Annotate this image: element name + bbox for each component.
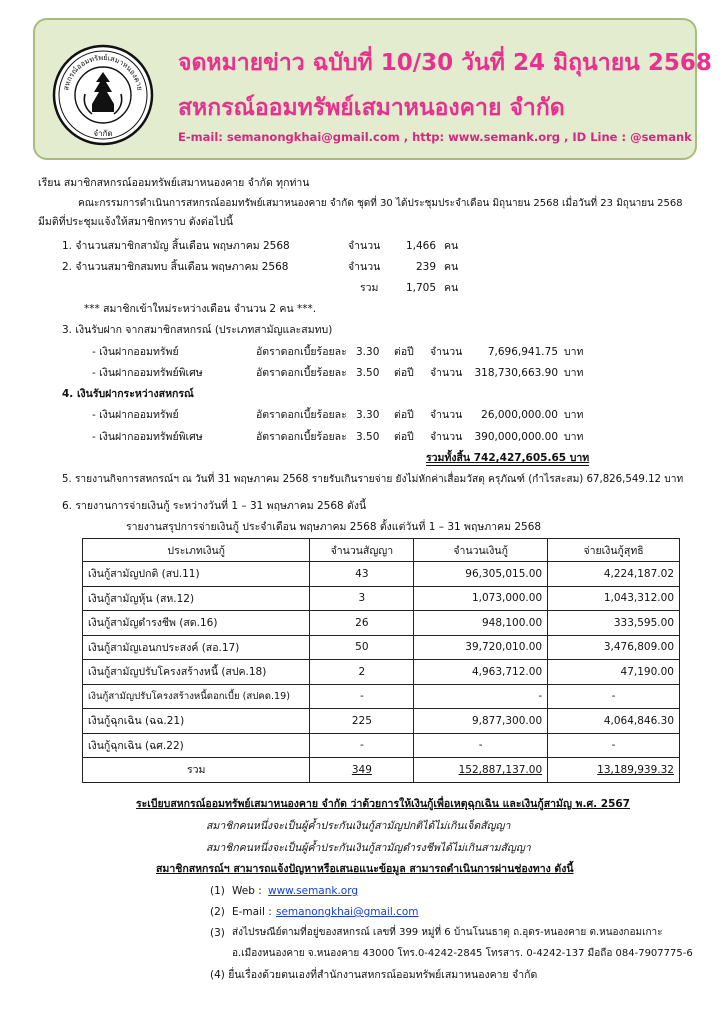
regulation-line-1: สมาชิกคนหนึ่งจะเป็นผู้ค้ำประกันเงินกู้สามัญปกติได้ไม่เกินเจ็ดสัญญา — [206, 820, 511, 832]
contract-count: 43 — [310, 562, 414, 587]
loan-amount: 1,073,000.00 — [414, 586, 548, 611]
contract-count: 225 — [310, 709, 414, 734]
coop-deposit-row-type: - เงินฝากออมทรัพย์พิเศษ — [92, 431, 203, 443]
loan-table-caption: รายงานสรุปการจ่ายเงินกู้ ประจำเดือน พฤษภาคม 2568 ตั้งแต่วันที่ 1 – 31 พฤษภาคม 2568 — [126, 521, 542, 533]
loan-amount: 4,963,712.00 — [414, 660, 548, 685]
channel-number: (2) — [210, 906, 225, 918]
net-disbursed: 4,064,846.30 — [548, 709, 680, 734]
deposit-row-rate: 3.50 — [356, 367, 380, 379]
deposit-row-per: ต่อปี — [394, 346, 414, 358]
total-net-disbursed: 13,189,939.32 — [597, 763, 674, 776]
coop-deposit-row-amount: 26,000,000.00 — [481, 409, 558, 421]
column-header: จ่ายเงินกู้สุทธิ — [548, 539, 680, 562]
members-regular-unit: คน — [444, 240, 459, 252]
regulation-title: ระเบียบสหกรณ์ออมทรัพย์เสมาหนองคาย จำกัด ว่าด้วยการให้เงินกู้เพื่อเหตุฉุกเฉิน และเงินกู้สามัญ พ.ศ. 2567 — [136, 798, 630, 810]
deposit-row-amount: 318,730,663.90 — [474, 367, 558, 379]
office-visit: (4) ยื่นเรื่องด้วยตนเองที่สำนักงานสหกรณ์ออมทรัพย์เสมาหนองคาย จำกัด — [210, 969, 538, 981]
loan-type: เงินกู้สามัญหุ้น (สห.12) — [83, 586, 310, 611]
deposit-row-type: - เงินฝากออมทรัพย์ — [92, 346, 179, 358]
header-contact: E-mail: semanongkhai@gmail.com , http: www.semank.org , ID Line : @semank — [178, 130, 692, 144]
deposit-row-rate-label: อัตราดอกเบี้ยร้อยละ — [256, 367, 347, 379]
loan-amount: 9,877,300.00 — [414, 709, 548, 734]
total-label: รวม — [83, 758, 310, 783]
members-regular-value: 1,466 — [405, 240, 436, 252]
deposit-row-amount-label: จำนวน — [430, 367, 463, 379]
newsletter-title: จดหมายข่าว ฉบับที่ 10/30 วันที่ 24 มิถุนายน 2568 — [178, 50, 712, 76]
column-header: ประเภทเงินกู้ — [83, 539, 310, 562]
deposit-row-rate: 3.30 — [356, 346, 380, 358]
net-disbursed: 1,043,312.00 — [548, 586, 680, 611]
coop-deposit-row-amount-label: จำนวน — [430, 431, 463, 443]
members-total-word: รวม — [360, 282, 379, 294]
intro-line-2: มีมติที่ประชุมแจ้งให้สมาชิกทราบ ดังต่อไปนี้ — [38, 216, 234, 228]
cooperative-logo-icon — [52, 44, 154, 146]
contract-count: 50 — [310, 635, 414, 660]
table-row — [83, 635, 680, 660]
column-header: จำนวนเงินกู้ — [414, 539, 548, 562]
net-disbursed: 3,476,809.00 — [548, 635, 680, 660]
coop-deposit-row-unit: บาท — [564, 409, 584, 421]
members-regular-word: จำนวน — [348, 240, 381, 252]
column-header: จำนวนสัญญา — [310, 539, 414, 562]
contract-count: 2 — [310, 660, 414, 685]
table-row — [83, 586, 680, 611]
members-associate-unit: คน — [444, 261, 459, 273]
logo-ring-text: สหกรณ์ออมทรัพย์เสมาหนองคาย — [61, 52, 145, 92]
deposit-row-unit: บาท — [564, 367, 584, 379]
table-row — [83, 709, 680, 734]
contract-count: 26 — [310, 611, 414, 636]
deposit-row-amount-label: จำนวน — [430, 346, 463, 358]
coop-deposit-row-per: ต่อปี — [394, 431, 414, 443]
loan-type: เงินกู้ฉุกเฉิน (ฉฉ.21) — [83, 709, 310, 734]
contract-count: - — [310, 733, 414, 758]
net-disbursed: 333,595.00 — [548, 611, 680, 636]
deposit-row-per: ต่อปี — [394, 367, 414, 379]
members-associate-word: จำนวน — [348, 261, 381, 273]
postal-address-line-1: ส่งไปรษณีย์ตามที่อยู่ของสหกรณ์ เลขที่ 399 หมู่ที่ 6 บ้านโนนธาตุ ถ.อุดร-หนองคาย ต.หนองกอมเกาะ — [232, 927, 663, 938]
total-loan-amount: 152,887,137.00 — [458, 763, 543, 776]
coop-deposit-row-rate-label: อัตราดอกเบี้ยร้อยละ — [256, 431, 347, 443]
net-disbursed: 4,224,187.02 — [548, 562, 680, 587]
net-disbursed: - — [548, 684, 680, 709]
loan-type: เงินกู้สามัญปกติ (สป.11) — [83, 562, 310, 587]
channel-number: (3) — [210, 927, 225, 939]
coop-deposit-row-amount-label: จำนวน — [430, 409, 463, 421]
members-total-unit: คน — [444, 282, 459, 294]
web-label: Web : — [232, 885, 262, 897]
operations-report: 5. รายงานกิจการสหกรณ์ฯ ณ วันที่ 31 พฤษภาคม 2568 รายรับเกินรายจ่าย ยังไม่หักค่าเสื่อมวัสดุ ครุภัณฑ์ (กำไรสะสม) 67,826,549.12 บาท — [62, 474, 684, 485]
loan-type: เงินกู้สามัญเอนกประสงค์ (สอ.17) — [83, 635, 310, 660]
loan-type: เงินกู้สามัญปรับโครงสร้างหนี้ (สปค.18) — [83, 660, 310, 685]
intro-line-1: คณะกรรมการดำเนินการสหกรณ์ออมทรัพย์เสมาหนองคาย จำกัด ชุดที่ 30 ได้ประชุมประจำเดือน มิถุนายน 2568 เมื่อวันที่ 23 มิถุนายน 2568 — [78, 198, 683, 209]
coop-deposit-row-rate: 3.30 — [356, 409, 380, 421]
contract-count: 3 — [310, 586, 414, 611]
greeting: เรียน สมาชิกสหกรณ์ออมทรัพย์เสมาหนองคาย จำกัด ทุกท่าน — [38, 177, 310, 189]
deposit-row-amount: 7,696,941.75 — [487, 346, 558, 358]
coop-deposits-heading: 4. เงินรับฝากระหว่างสหกรณ์ — [62, 388, 194, 400]
coop-deposit-row-unit: บาท — [564, 431, 584, 443]
deposits-heading: 3. เงินรับฝาก จากสมาชิกสหกรณ์ (ประเภทสามัญและสมทบ) — [62, 324, 333, 336]
postal-address-line-2: อ.เมืองหนองคาย จ.หนองคาย 43000 โทร.0-4242-2845 โทรสาร. 0-4242-137 มือถือ 084-7907775-6 — [232, 948, 693, 959]
total-contract-count: 349 — [351, 763, 372, 776]
members-associate-label: 2. จำนวนสมาชิกสมทบ สิ้นเดือน พฤษภาคม 2568 — [62, 261, 289, 273]
loan-amount: 96,305,015.00 — [414, 562, 548, 587]
loan-summary-table — [82, 538, 680, 783]
table-header-row — [83, 539, 680, 562]
new-members-note: *** สมาชิกเข้าใหม่ระหว่างเดือน จำนวน 2 คน ***. — [84, 303, 317, 315]
loan-amount: 948,100.00 — [414, 611, 548, 636]
members-total-value: 1,705 — [405, 282, 436, 294]
loan-amount: - — [414, 684, 548, 709]
loan-type: เงินกู้สามัญปรับโครงสร้างหนี้ดอกเบี้ย (สปคด.19) — [83, 684, 310, 709]
coop-deposit-row-type: - เงินฝากออมทรัพย์ — [92, 409, 179, 421]
loan-type: เงินกู้สามัญดำรงชีพ (สด.16) — [83, 611, 310, 636]
table-row — [83, 733, 680, 758]
loan-disbursement-heading: 6. รายงานการจ่ายเงินกู้ ระหว่างวันที่ 1 – 31 พฤษภาคม 2568 ดังนี้ — [62, 500, 367, 512]
website-link[interactable]: www.semank.org — [268, 885, 359, 897]
regulation-line-2: สมาชิกคนหนึ่งจะเป็นผู้ค้ำประกันเงินกู้สามัญดำรงชีพได้ไม่เกินสามสัญญา — [206, 842, 531, 854]
email-label: E-mail : — [232, 906, 272, 918]
coop-deposit-row-rate: 3.50 — [356, 431, 380, 443]
net-disbursed: - — [548, 733, 680, 758]
coop-deposit-row-rate-label: อัตราดอกเบี้ยร้อยละ — [256, 409, 347, 421]
table-row — [83, 611, 680, 636]
coop-deposit-row-amount: 390,000,000.00 — [474, 431, 558, 443]
deposits-grand-total: รวมทั้งสิ้น 742,427,605.65 บาท — [426, 452, 590, 464]
channel-number: (1) — [210, 885, 225, 897]
table-row — [83, 562, 680, 587]
table-row — [83, 660, 680, 685]
loan-type: เงินกู้ฉุกเฉิน (ฉศ.22) — [83, 733, 310, 758]
deposit-row-unit: บาท — [564, 346, 584, 358]
channels-title: สมาชิกสหกรณ์ฯ สามารถแจ้งปัญหาหรือเสนอแนะข้อมูล สามารถดำเนินการผ่านช่องทาง ดังนี้ — [156, 863, 574, 875]
table-total-row — [83, 758, 680, 783]
members-associate-value: 239 — [415, 261, 436, 273]
organization-name: สหกรณ์ออมทรัพย์เสมาหนองคาย จำกัด — [178, 95, 565, 121]
loan-amount: 39,720,010.00 — [414, 635, 548, 660]
net-disbursed: 47,190.00 — [548, 660, 680, 685]
members-regular-label: 1. จำนวนสมาชิกสามัญ สิ้นเดือน พฤษภาคม 2568 — [62, 240, 290, 252]
logo-bottom-text: จำกัด — [93, 129, 113, 138]
loan-amount: - — [414, 733, 548, 758]
deposit-row-type: - เงินฝากออมทรัพย์พิเศษ — [92, 367, 203, 379]
email-link[interactable]: semanongkhai@gmail.com — [276, 906, 419, 918]
deposit-row-rate-label: อัตราดอกเบี้ยร้อยละ — [256, 346, 347, 358]
table-row — [83, 684, 680, 709]
contract-count: - — [310, 684, 414, 709]
coop-deposit-row-per: ต่อปี — [394, 409, 414, 421]
